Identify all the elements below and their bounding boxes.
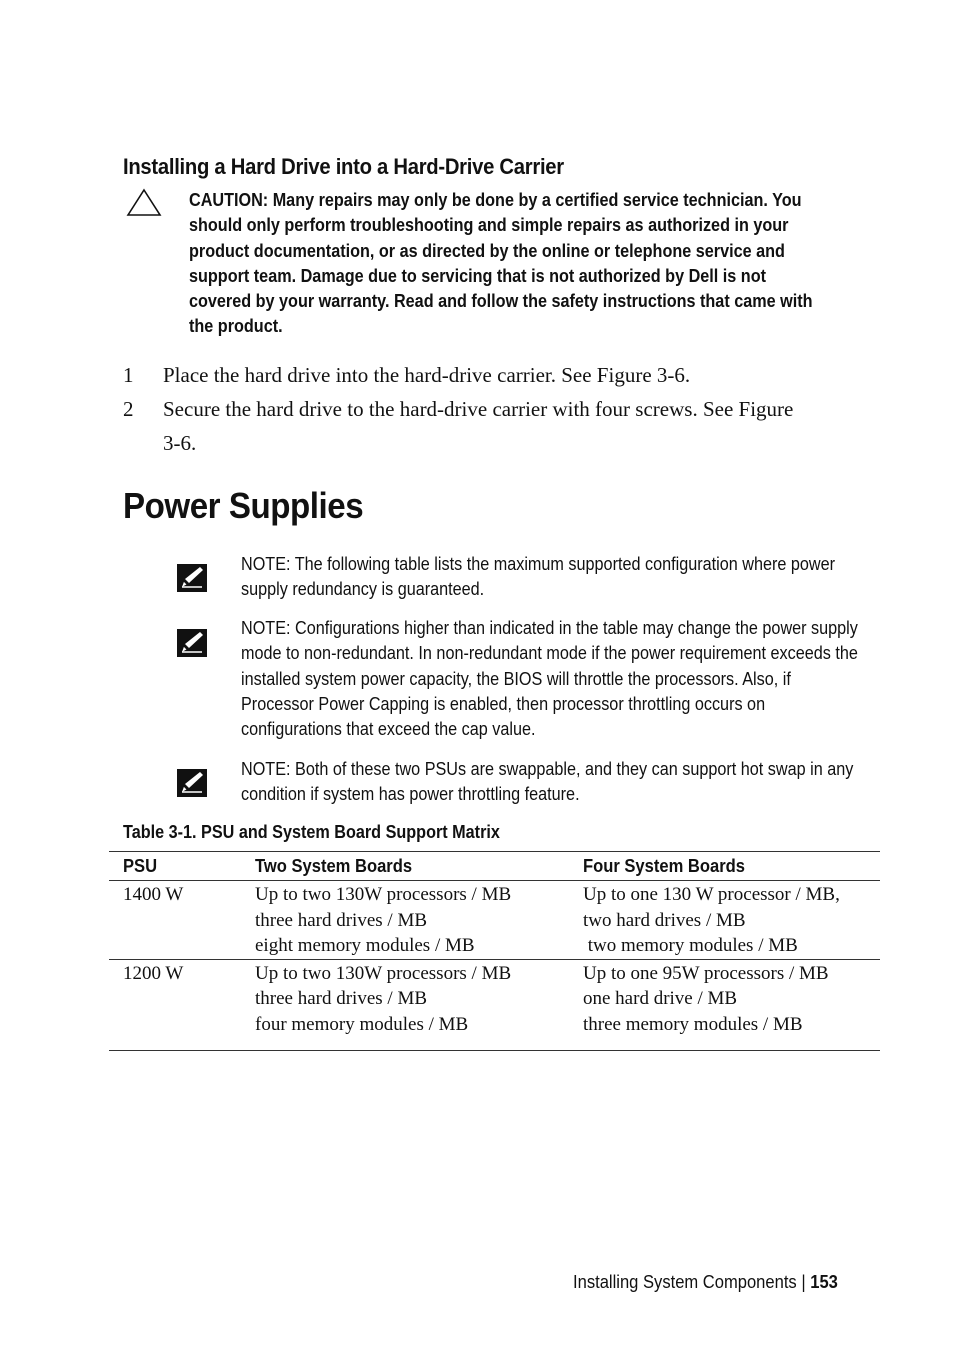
step-text: Place the hard drive into the hard-drive carrier. See Figure 3-6. (163, 363, 691, 387)
note-text (241, 616, 862, 742)
column-header-four-boards: Four System Boards (583, 852, 880, 881)
note-pencil-icon (176, 628, 208, 658)
note-pencil-icon (176, 563, 208, 593)
note-body: The following table lists the maximum supported configuration where power supply redundancy is guaranteed. (241, 554, 836, 600)
footer-separator: | (801, 1272, 806, 1292)
four-boards-cell: Up to one 95W processors / MB one hard drive / MB three memory modules / MB (583, 959, 880, 1051)
four-boards-cell: Up to one 130 W processor / MB, two hard drives / MB two memory modules / MB (583, 884, 840, 956)
page-footer (573, 1272, 838, 1293)
step-number: 2 (123, 397, 134, 421)
table-row (109, 881, 880, 960)
column-header-two-boards: Two System Boards (255, 852, 583, 881)
psu-cell: 1200 W (109, 959, 255, 1051)
two-boards-cell: Up to two 130W processors / MB three hard drives / MB four memory modules / MB (255, 959, 583, 1051)
table-header-row (109, 852, 880, 881)
column-header-psu: PSU (109, 852, 255, 881)
two-boards-cell: Up to two 130W processors / MB three hard drives / MB eight memory modules / MB (255, 884, 512, 956)
note-body: Configurations higher than indicated in the table may change the power supply mode to non-redundant. In non-redundant mode if the power requirement exceeds the installed system power capacity, the BIOS will throttle the processors. Also, if Processor Power Capping is enabled, then processor throttling occurs on configurations that exceed the cap value. (241, 618, 858, 740)
psu-support-table (109, 851, 880, 1051)
note-text (241, 552, 862, 603)
note-label: NOTE: (241, 618, 291, 638)
note-pencil-icon (176, 768, 208, 798)
step-number: 1 (123, 363, 134, 387)
note-text (241, 757, 862, 808)
subsection-heading: Installing a Hard Drive into a Hard-Drive Carrier (123, 154, 564, 179)
page-number: 153 (810, 1272, 838, 1292)
step-text: Secure the hard drive to the hard-drive carrier with four screws. See Figure 3-6. (163, 397, 794, 455)
caution-text: CAUTION: Many repairs may only be done by a certified service technician. You should only perform troubleshooting and simple repairs as authorized in your product documentation, or as directed by the online or telephone service and support team. Damage due to servicing that is not authorized by Dell is not covered by your warranty. Read and follow the safety instructions that came with the product. (189, 190, 813, 337)
table-row (109, 959, 880, 1051)
note-body: Both of these two PSUs are swappable, and they can support hot swap in any condition if system has power throttling feature. (241, 759, 854, 805)
table-caption: Table 3-1. PSU and System Board Support Matrix (123, 822, 500, 842)
section-title: Power Supplies (123, 485, 364, 526)
note-label: NOTE: (241, 554, 291, 574)
psu-cell: 1400 W (123, 884, 184, 905)
caution-triangle-icon (126, 188, 162, 218)
note-label: NOTE: (241, 759, 291, 779)
footer-section-title: Installing System Components (573, 1272, 797, 1292)
